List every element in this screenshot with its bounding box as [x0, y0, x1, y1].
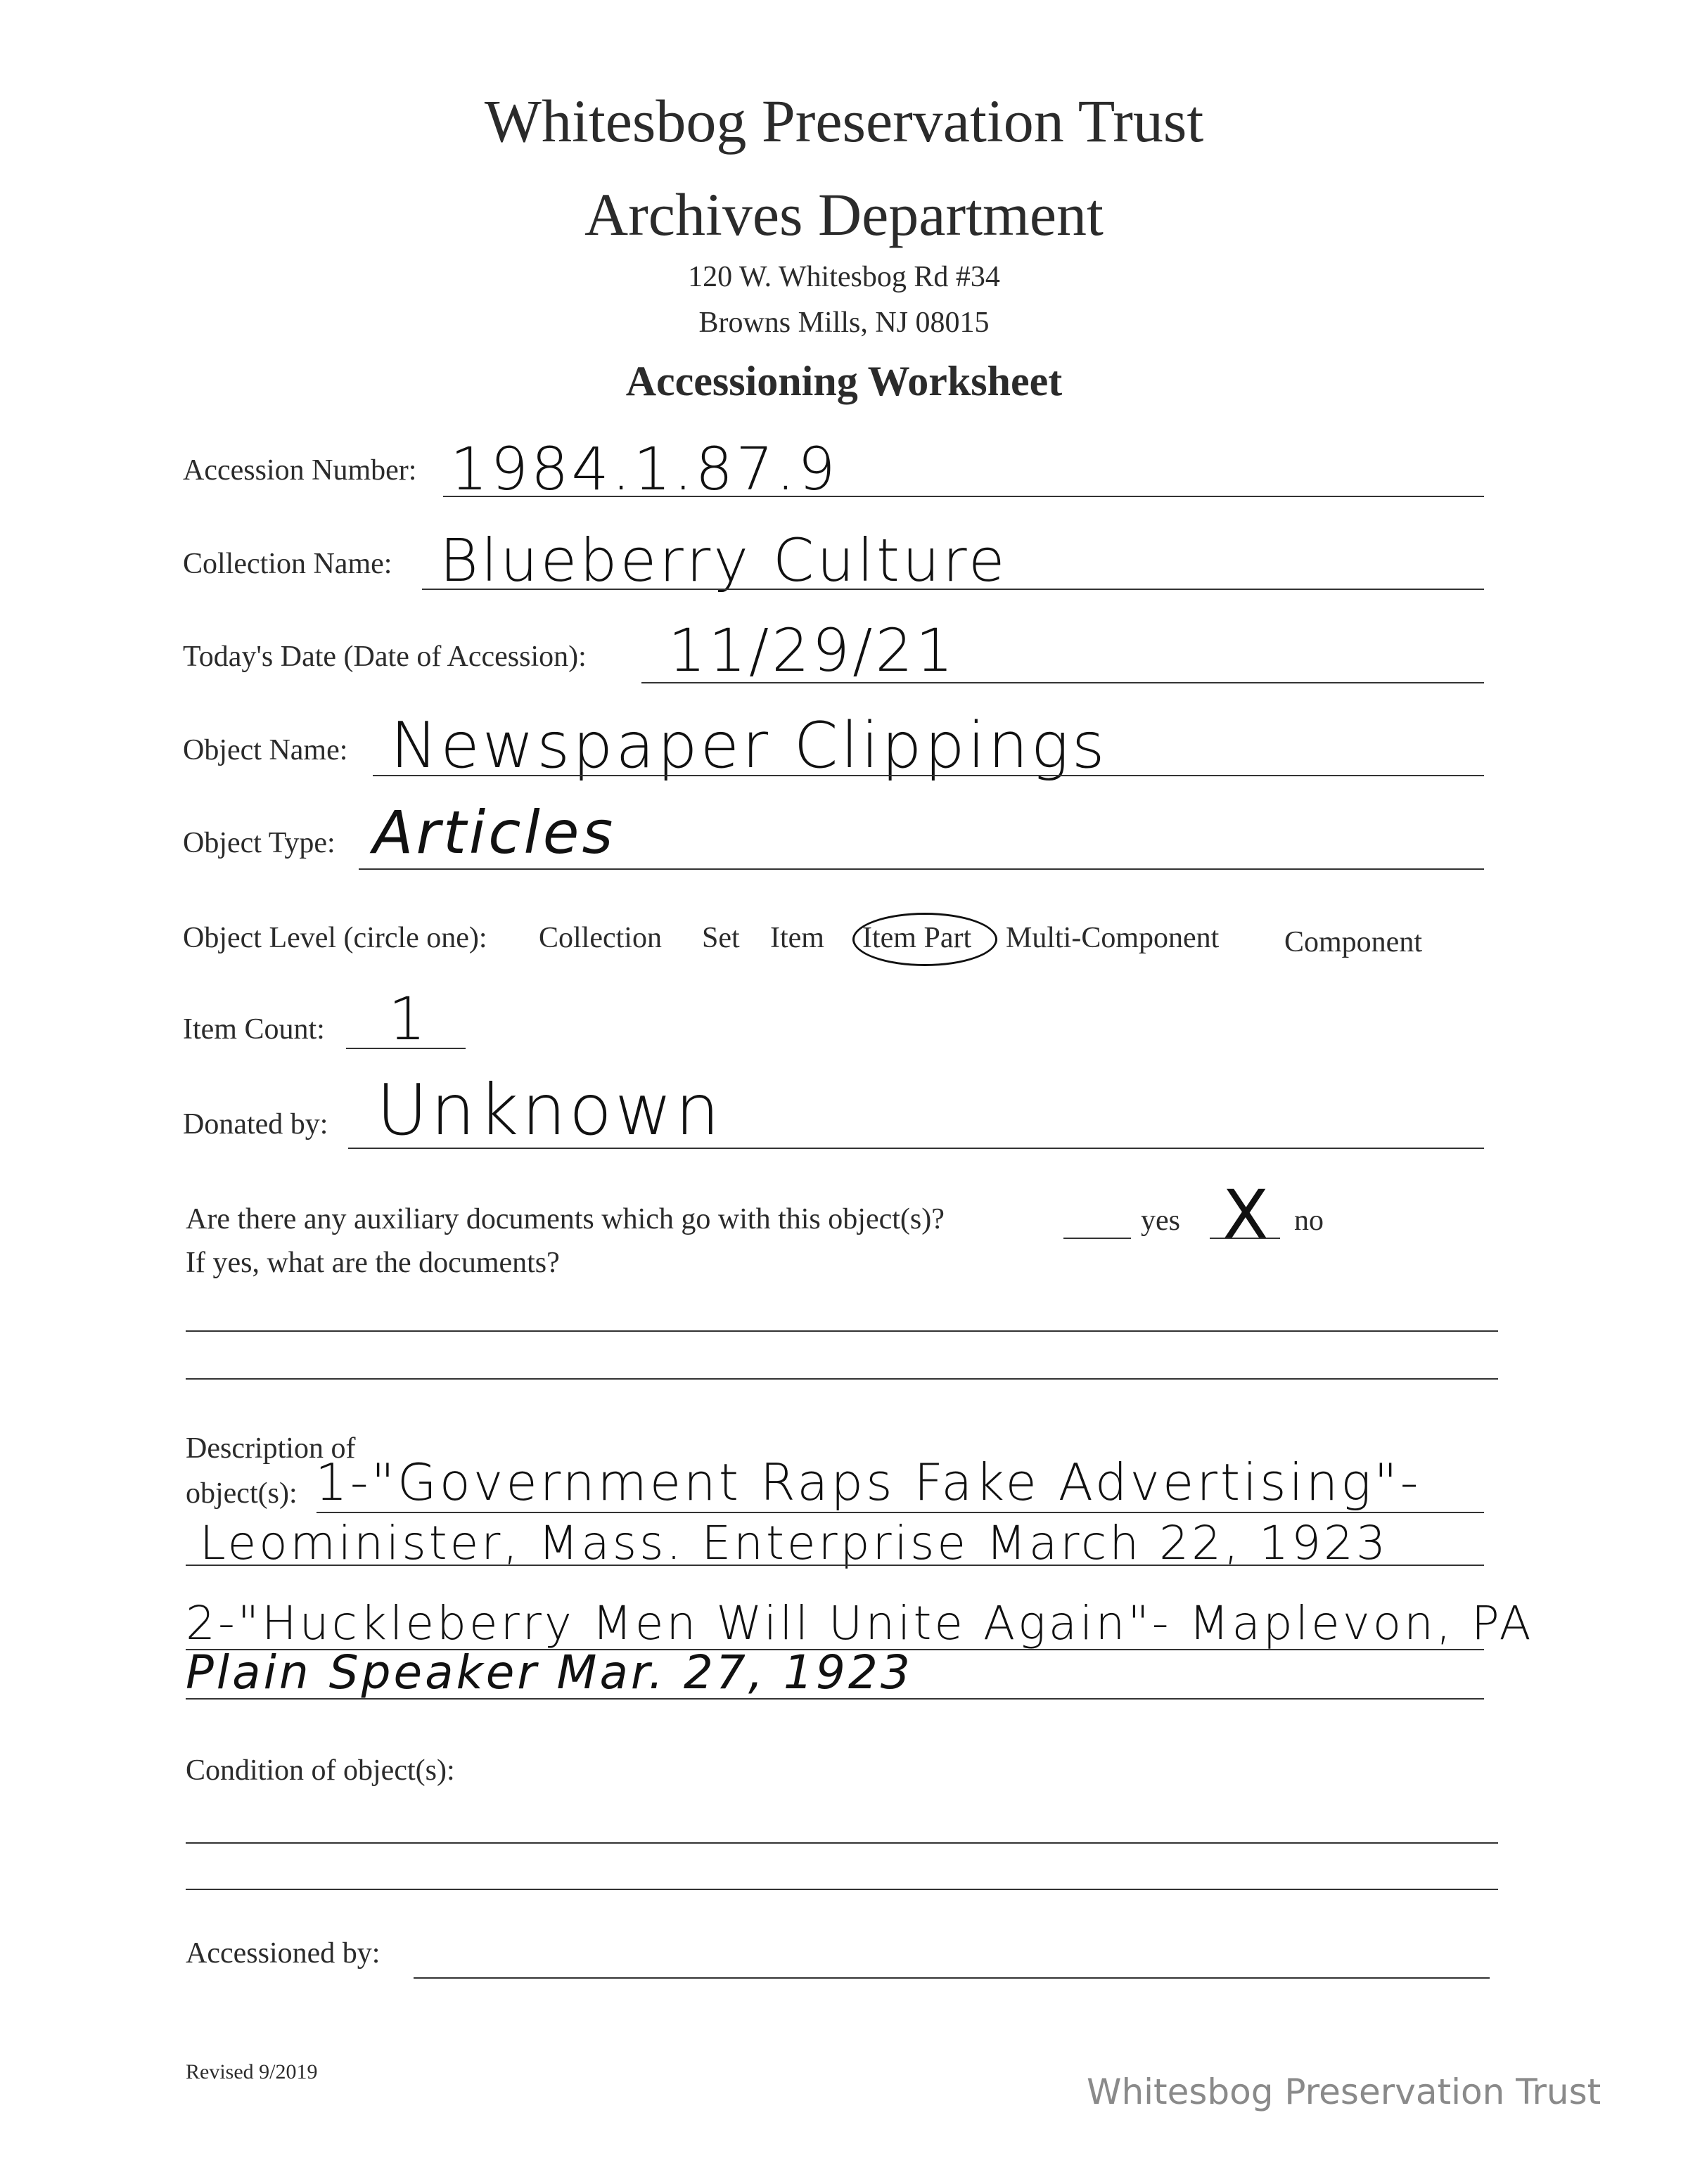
item-count-value[interactable]: 1: [388, 984, 429, 1053]
object-level-option-component[interactable]: Component: [1284, 926, 1422, 958]
object-level-option-item[interactable]: Item: [770, 922, 824, 954]
address-line-1: 120 W. Whitesbog Rd #34: [688, 261, 1000, 293]
watermark: Whitesbog Preservation Trust: [1087, 2071, 1601, 2112]
description-text-line-2[interactable]: Leominister, Mass. Enterprise March 22, 1923: [200, 1516, 1389, 1570]
donated-by-value[interactable]: Unknown: [376, 1069, 723, 1151]
department-title: Archives Department: [584, 181, 1104, 248]
object-type-line: [359, 868, 1484, 870]
object-type-value[interactable]: Articles: [373, 798, 616, 867]
accession-number-line: [443, 496, 1484, 497]
description-line-2: [186, 1565, 1484, 1566]
collection-name-line: [422, 589, 1484, 590]
auxiliary-answer-line-1: [186, 1330, 1498, 1332]
organization-title: Whitesbog Preservation Trust: [484, 87, 1204, 155]
accessioned-by-label: Accessioned by:: [186, 1937, 381, 1970]
date-label: Today's Date (Date of Accession):: [183, 641, 587, 673]
donated-by-label: Donated by:: [183, 1108, 328, 1141]
object-name-value[interactable]: Newspaper Clippings: [390, 709, 1108, 783]
object-level-option-item-part[interactable]: Item Part: [862, 922, 972, 954]
auxiliary-x-mark: X: [1222, 1176, 1269, 1254]
condition-label: Condition of object(s):: [186, 1754, 455, 1787]
item-count-label: Item Count:: [183, 1013, 325, 1046]
auxiliary-followup: If yes, what are the documents?: [186, 1247, 560, 1279]
worksheet-title: Accessioning Worksheet: [625, 358, 1063, 404]
object-name-label: Object Name:: [183, 734, 348, 766]
selection-circle: [852, 913, 997, 966]
object-level-label: Object Level (circle one):: [183, 922, 487, 954]
auxiliary-yes-line: [1063, 1238, 1131, 1239]
item-count-line: [346, 1048, 466, 1049]
description-label-line-2: object(s):: [186, 1477, 298, 1510]
description-label-line-1: Description of: [186, 1432, 356, 1465]
date-line: [641, 682, 1484, 683]
object-level-option-collection[interactable]: Collection: [539, 922, 662, 954]
collection-name-value[interactable]: Blueberry Culture: [440, 526, 1008, 595]
address-line-2: Browns Mills, NJ 08015: [698, 307, 990, 339]
donated-by-line: [348, 1148, 1484, 1149]
revised-note: Revised 9/2019: [186, 2060, 318, 2083]
auxiliary-no-label[interactable]: no: [1294, 1205, 1324, 1237]
description-text-line-4[interactable]: Plain Speaker Mar. 27, 1923: [186, 1645, 913, 1700]
description-text-line-3[interactable]: 2-"Huckleberry Men Will Unite Again"- Maplevon, PA: [186, 1596, 1534, 1650]
description-line-3: [186, 1649, 1484, 1650]
auxiliary-yes-label[interactable]: yes: [1141, 1205, 1180, 1237]
date-value[interactable]: 11/29/21: [668, 616, 957, 685]
object-type-label: Object Type:: [183, 827, 335, 859]
condition-line-1: [186, 1842, 1498, 1844]
accession-number-label: Accession Number:: [183, 454, 417, 487]
accession-number-value[interactable]: 1984.1.87.9: [450, 435, 838, 503]
condition-line-2: [186, 1889, 1498, 1890]
auxiliary-question: Are there any auxiliary documents which go with this object(s)?: [186, 1203, 945, 1235]
accessioned-by-line: [414, 1977, 1490, 1979]
auxiliary-no-line: [1210, 1238, 1280, 1239]
collection-name-label: Collection Name:: [183, 548, 392, 580]
object-level-option-multi-component[interactable]: Multi-Component: [1006, 922, 1220, 954]
description-line-4: [186, 1698, 1484, 1700]
description-line-1: [316, 1512, 1484, 1513]
auxiliary-answer-line-2: [186, 1378, 1498, 1380]
object-name-line: [373, 775, 1484, 776]
description-text-line-1[interactable]: 1-"Government Raps Fake Advertising"-: [315, 1453, 1421, 1512]
object-level-option-set[interactable]: Set: [702, 922, 740, 954]
